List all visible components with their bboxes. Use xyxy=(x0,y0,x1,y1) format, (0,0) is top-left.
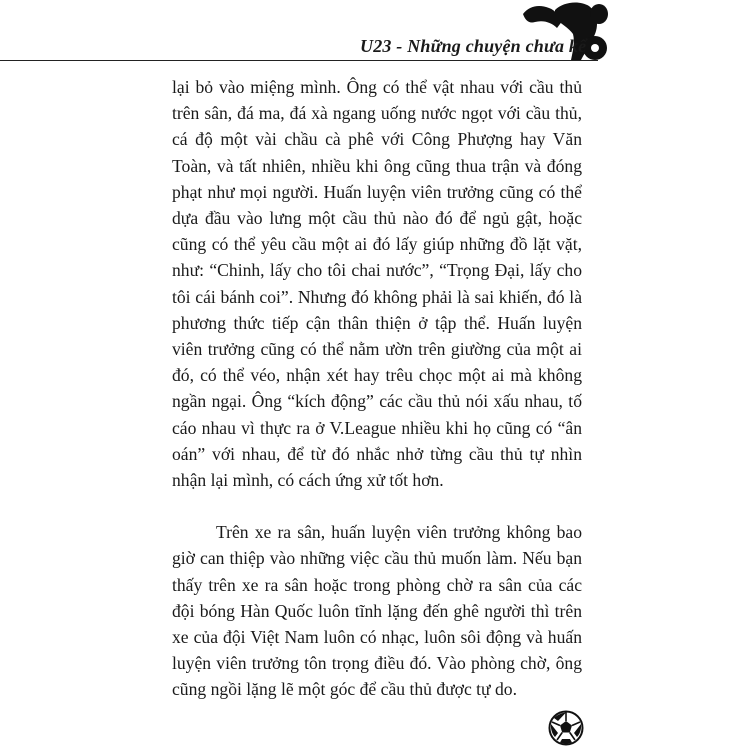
header-rule xyxy=(0,60,598,61)
soccer-ball-icon xyxy=(548,710,584,746)
body-text xyxy=(172,74,582,703)
running-header: U23 - Những chuyện chưa kể xyxy=(360,36,587,56)
paragraph: Trên xe ra sân, huấn luyện viên trưởng không bao giờ can thiệp vào những việc cầu thủ muốn làm. Nếu bạn thấy trên xe ra sân hoặc trong phòng chờ ra sân của các đội bóng Hàn Quốc luôn tĩnh lặng đến ghê người thì trên xe của đội Việt Nam luôn có nhạc, luôn sôi động và huấn luyện viên trưởng tôn trọng điều đó. Vào phòng chờ, ông cũng ngồi lặng lẽ một góc để cầu thủ được tự do. xyxy=(172,522,582,700)
paragraph: lại bỏ vào miệng mình. Ông có thể vật nhau với cầu thủ trên sân, đá ma, đá xà ngang uống nước ngọt với cầu thủ, cá độ một vài chầu cà phê với Công Phượng hay Văn Toàn, và tất nhiên, nhiều khi ông cũng thua trận và đóng phạt như mọi người. Huấn luyện viên trưởng cũng có thể dựa đầu vào lưng một cầu thủ nào đó để ngủ gật, hoặc cũng có thể yêu cầu một ai đó lấy giúp những đồ lặt vặt, như: “Chinh, lấy cho tôi chai nước”, “Trọng Đại, lấy cho tôi cái bánh coi”. Nhưng đó không phải là sai khiến, đó là phương thức tiếp cận thân thiện ở tập thể. Huấn luyện viên trưởng cũng có thể nằm ườn trên giường của một ai đó, có thể véo, nhận xét hay trêu chọc một ai mà không ngần ngại. Ông “kích động” các cầu thủ nói xấu nhau, tố cáo nhau vì thực ra ở V.League nhiều khi họ cũng có “ân oán” với nhau, để từ đó nhắc nhở từng cầu thủ tự nhìn nhận lại mình, có cách ứng xử tốt hơn. xyxy=(172,77,582,491)
